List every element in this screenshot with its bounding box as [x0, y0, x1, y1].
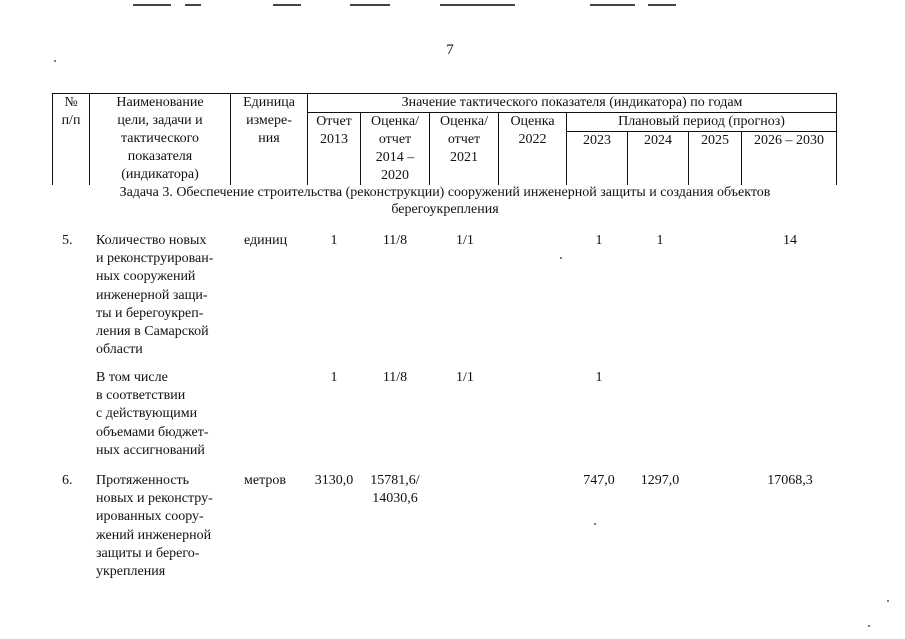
- unit-of-measure: единиц: [244, 233, 288, 248]
- scan-speck: [54, 60, 56, 62]
- value-2013: 3130,0: [314, 473, 354, 488]
- value-2023: 1: [595, 233, 603, 248]
- value-2014-2020: 11/8: [382, 370, 408, 385]
- header-col-2014-2020: Оценка/ отчет 2014 – 2020: [361, 113, 430, 186]
- header-plan-title: Плановый период (прогноз): [567, 113, 837, 132]
- header-col-name: Наименование цели, задачи и тактического показателя (индикатора): [90, 94, 231, 186]
- unit-of-measure: метров: [244, 473, 286, 488]
- indicator-name: Протяженность новых и реконстру- ированных соору- жений инженерной защиты и берего- укрепления: [96, 473, 213, 580]
- value-2021: 1/1: [456, 233, 474, 248]
- scan-speck: [594, 523, 596, 525]
- indicator-table-header: [52, 93, 837, 185]
- row-number: 5.: [62, 233, 73, 248]
- header-col-unit: Единица измере- ния: [231, 94, 308, 186]
- header-col-2013: Отчет 2013: [308, 113, 361, 186]
- row-number: 6.: [62, 473, 73, 488]
- value-2024: 1297,0: [640, 473, 680, 488]
- value-2026-2030: 17068,3: [767, 473, 813, 488]
- header-col-2023: 2023: [567, 132, 628, 185]
- indicator-name: Количество новых и реконструирован- ных сооружений инженерной защи- ты и берегоукреп- ления в Самарской области: [96, 233, 214, 358]
- value-2013: 1: [330, 233, 338, 248]
- header-col-2025: 2025: [689, 132, 742, 185]
- scan-speck: [868, 625, 870, 627]
- value-2024: 1: [656, 233, 664, 248]
- indicator-name: В том числе в соответствии с действующими объемами бюджет- ных ассигнований: [96, 370, 209, 458]
- page-number: 7: [446, 42, 454, 58]
- value-2014-2020: 11/8: [382, 233, 408, 248]
- scan-speck: [887, 600, 889, 602]
- value-2023: 747,0: [583, 473, 615, 488]
- task-title: Задача 3. Обеспечение строительства (реконструкции) сооружений инженерной защиты и создания объектов берегоукрепления: [119, 185, 771, 217]
- value-2014-2020: 15781,6/ 14030,6: [370, 473, 420, 507]
- scan-edge-marks: [0, 0, 905, 8]
- value-2021: 1/1: [456, 370, 474, 385]
- scan-speck: [560, 257, 562, 259]
- header-col-2024: 2024: [628, 132, 689, 185]
- header-col-number: № п/п: [53, 94, 90, 186]
- header-col-2022: Оценка 2022: [499, 113, 567, 186]
- value-2026-2030: 14: [783, 233, 797, 248]
- value-2013: 1: [330, 370, 338, 385]
- header-group-title: Значение тактического показателя (индикатора) по годам: [308, 94, 837, 113]
- header-col-2021: Оценка/ отчет 2021: [430, 113, 499, 186]
- header-col-2026-2030: 2026 – 2030: [742, 132, 837, 185]
- value-2023: 1: [595, 370, 603, 385]
